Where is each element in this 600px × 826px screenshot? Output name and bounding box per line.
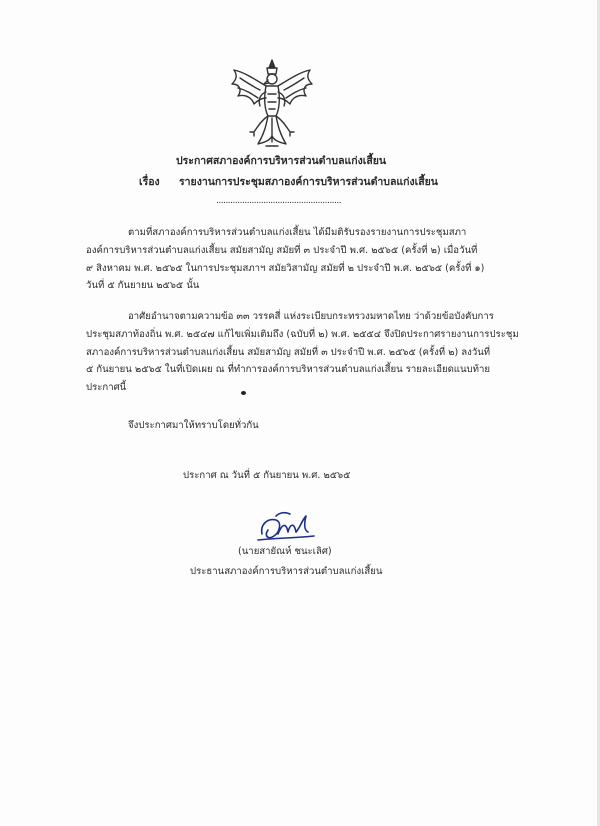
subject-line xyxy=(139,173,438,190)
subject-text: รายงานการประชุมสภาองค์การบริหารส่วนตำบลแก่งเสี้ยน xyxy=(179,176,438,188)
paragraph-line: สภาองค์การบริหารส่วนตำบลแก่งเสี้ยน สมัยสามัญ สมัยที่ ๓ ประจำปี พ.ศ. ๒๕๖๕ (ครั้งที่ ๒) ลงวันที่ xyxy=(86,346,491,358)
paragraph-line: อาศัยอำนาจตามความข้อ ๓๓ วรรคสี่ แห่งระเบียบกระทรวงมหาดไทย ว่าด้วยข้อบังคับการ xyxy=(128,311,494,322)
closing-statement: จึงประกาศมาให้ทราบโดยทั่วกัน xyxy=(128,420,259,431)
subject-label: เรื่อง xyxy=(139,176,160,188)
signer-position: ประธานสภาองค์การบริหารส่วนตำบลแก่งเสี้ยน xyxy=(190,566,383,577)
paragraph-line: ๙ สิงหาคม พ.ศ. ๒๕๖๕ ในการประชุมสภาฯ สมัยวิสามัญ สมัยที่ ๒ ประจำปี พ.ศ. ๒๕๖๕ (ครั้งที่ ๑) xyxy=(86,262,485,274)
garuda-emblem-icon xyxy=(228,58,316,150)
separator-dots: ..................................................... xyxy=(216,196,342,206)
paragraph-2 xyxy=(86,308,519,397)
paragraph-line: ประกาศนี้ xyxy=(86,382,127,394)
announcement-title: ประกาศสภาองค์การบริหารส่วนตำบลแก่งเสี้ยน xyxy=(176,155,387,167)
paragraph-line: วันที่ ๕ กันยายน ๒๕๖๕ นั้น xyxy=(86,280,200,292)
paragraph-line: องค์การบริหารส่วนตำบลแก่งเสี้ยน สมัยสามัญ สมัยที่ ๓ ประจำปี พ.ศ. ๒๕๖๕ (ครั้งที่ ๒) เมื่อวันที่ xyxy=(86,244,478,256)
paragraph-1 xyxy=(86,224,484,295)
handwritten-signature-icon xyxy=(256,508,318,548)
ink-mark xyxy=(241,391,246,395)
announcement-date: ประกาศ ณ วันที่ ๕ กันยายน พ.ศ. ๒๕๖๕ xyxy=(183,470,351,481)
paragraph-line: ประชุมสภาท้องถิ่น พ.ศ. ๒๕๔๗ แก้ไขเพิ่มเติมถึง (ฉบับที่ ๒) พ.ศ. ๒๕๕๔ จึงปิดประกาศรายงานการประชุม xyxy=(86,328,519,340)
paragraph-line: ตามที่สภาองค์การบริหารส่วนตำบลแก่งเสี้ยน ได้มีมติรับรองรายงานการประชุมสภา xyxy=(128,227,467,238)
paragraph-line: ๕ กันยายน ๒๕๖๕ ในที่เปิดเผย ณ ที่ทำการองค์การบริหารส่วนตำบลแก่งเสี้ยน รายละเอียดแนบท้าย xyxy=(86,364,490,376)
signer-name: (นายสายัณห์ ชนะเลิศ) xyxy=(238,546,332,557)
